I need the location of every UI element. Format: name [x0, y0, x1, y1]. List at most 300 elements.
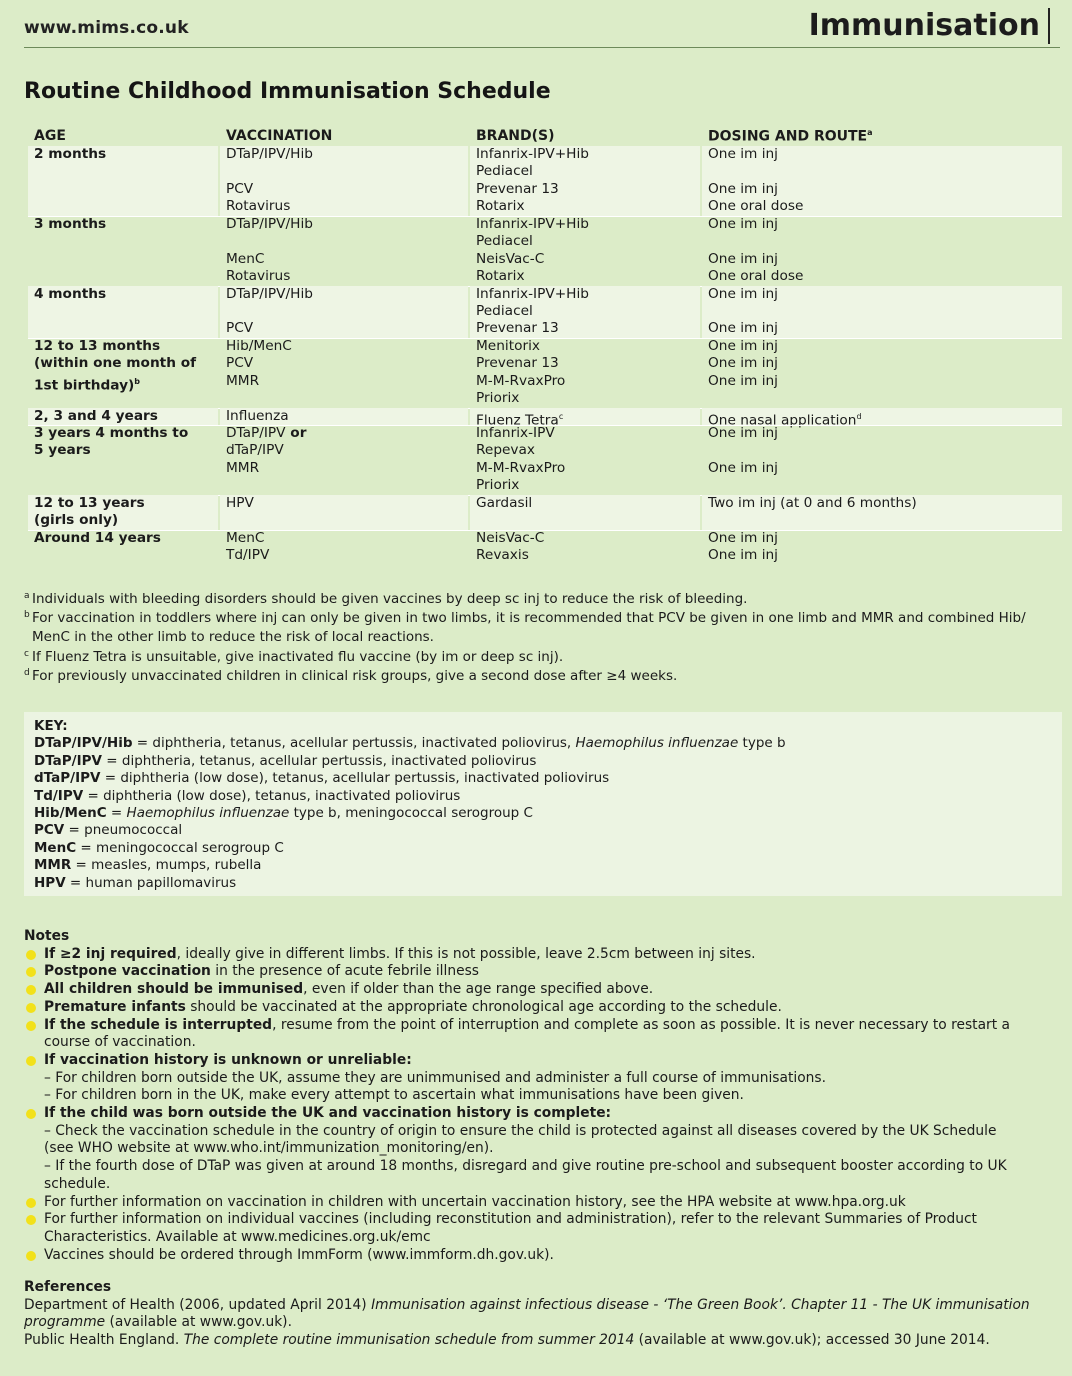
- cell-vaccination-text: DTaP/IPV: [226, 425, 286, 441]
- table-row: [28, 495, 1062, 512]
- cell-brand-text: Gardasil: [476, 494, 533, 511]
- key-def: = diphtheria, tetanus, acellular pertussis, inactivated poliovirus,: [132, 735, 576, 752]
- cell-vaccination: [226, 198, 290, 215]
- cell-age: [34, 408, 158, 425]
- cell-age: [34, 355, 196, 372]
- note-text: Vaccines should be ordered through ImmForm (www.immform.dh.gov.uk).: [44, 1246, 554, 1263]
- key-term: MMR: [34, 857, 72, 874]
- cell-brand-text: Infanrix-IPV+Hib: [476, 146, 589, 162]
- table-row: [28, 163, 1062, 180]
- table-row: [28, 320, 1062, 337]
- col-header-dosing-sup: a: [867, 128, 873, 137]
- note-text-cont: Characteristics. Available at www.medicines.org.uk/emc: [44, 1228, 431, 1245]
- note-text: For further information on vaccination in children with uncertain vaccination history, see the HPA website at www.hpa.org.uk: [44, 1193, 906, 1210]
- note-bold: All children should be immunised: [44, 981, 304, 998]
- cell-vaccination-text: HPV: [226, 494, 254, 511]
- reference-italic: The complete routine immunisation schedule from summer 2014: [183, 1332, 635, 1349]
- note-item: [24, 1247, 1064, 1265]
- note-item: [24, 999, 1064, 1017]
- cell-vaccination-text: PCV: [226, 320, 254, 337]
- cell-dosing-text: One im inj: [708, 180, 778, 197]
- cell-brand: [476, 233, 533, 250]
- cell-dosing: [708, 547, 778, 564]
- reference-text: Department of Health (2006, updated April 2014): [24, 1296, 372, 1313]
- table-row: [28, 303, 1062, 320]
- key-item: [34, 753, 786, 770]
- cell-brand-text: Menitorix: [476, 337, 540, 354]
- cell-dosing: [708, 320, 778, 337]
- cell-dosing: [708, 251, 778, 268]
- bullet-icon: [26, 1109, 36, 1119]
- table-row: [28, 460, 1062, 477]
- key-item: [34, 735, 786, 752]
- cell-brand-text: Repevax: [476, 442, 536, 459]
- note-bold: If ≥2 inj required: [44, 945, 177, 962]
- cell-background: [220, 390, 468, 407]
- cell-brand: [476, 442, 535, 459]
- cell-background: [28, 251, 218, 268]
- table-row: [28, 338, 1062, 355]
- notes-section: [24, 928, 1064, 1264]
- cell-age-extra: b: [134, 376, 141, 386]
- cell-dosing: [708, 460, 778, 477]
- reference-text: Public Health England.: [24, 1332, 184, 1349]
- cell-brand-text: Prevenar 13: [476, 320, 559, 337]
- cell-brand: [476, 460, 565, 477]
- footnote-d: [24, 667, 1064, 686]
- key-def-after: type b, meningococcal serogroup C: [289, 805, 533, 822]
- footnote-c: [24, 648, 1064, 667]
- notes-title: Notes: [24, 928, 70, 944]
- key-term: HPV: [34, 874, 66, 891]
- note-bold: Premature infants: [44, 998, 186, 1015]
- footnote-mark: b: [24, 610, 30, 621]
- key-def: = meningococcal serogroup C: [76, 839, 284, 856]
- cell-age: [34, 530, 161, 547]
- cell-vaccination-text: MMR: [226, 459, 260, 476]
- cell-background: [28, 233, 218, 250]
- cell-background: [220, 477, 468, 494]
- cell-brand-text: Pediacel: [476, 163, 533, 180]
- cell-brand-text: Prevenar 13: [476, 180, 559, 197]
- cell-vaccination-text: Hib/MenC: [226, 337, 292, 354]
- cell-brand: [476, 181, 559, 198]
- table-row: [28, 181, 1062, 198]
- table-row: [28, 390, 1062, 407]
- cell-dosing-text: Two im inj (at 0 and 6 months): [708, 494, 917, 511]
- reference-item: [24, 1297, 1054, 1332]
- cell-dosing: [708, 338, 778, 355]
- key-def: = measles, mumps, rubella: [71, 857, 262, 874]
- col-header-age: AGE: [34, 128, 66, 144]
- reference-text: (available at www.gov.uk).: [105, 1314, 292, 1331]
- bullet-icon: [26, 1056, 36, 1066]
- cell-brand-text: Infanrix-IPV: [476, 425, 555, 441]
- section-title: Immunisation: [809, 8, 1050, 44]
- col-header-dosing: [708, 128, 873, 146]
- cell-background: [702, 442, 1062, 459]
- note-subitem: – For children born outside the UK, assume they are unimmunised and administer a full course of immunisations.: [44, 1069, 826, 1086]
- cell-dosing-text: One oral dose: [708, 198, 804, 215]
- footnotes: [24, 590, 1064, 686]
- cell-background: [28, 477, 218, 494]
- footnote-a: [24, 590, 1064, 609]
- cell-vaccination-text: Rotavirus: [226, 268, 291, 285]
- col-header-brands: BRAND(S): [476, 128, 555, 144]
- cell-vaccination: [226, 146, 313, 163]
- bullet-icon: [26, 1215, 36, 1225]
- footnote-text: For vaccination in toddlers where inj can only be given in two limbs, it is recommended that PCV be given in one limb and MMR and combined Hib/: [32, 610, 1026, 627]
- cell-brand-text: Fluenz Tetra: [476, 412, 559, 429]
- bullet-icon: [26, 1251, 36, 1261]
- cell-age-text: 3 years 4 months to: [34, 425, 189, 441]
- cell-vaccination-text: Influenza: [226, 407, 289, 424]
- bullet-icon: [26, 1003, 36, 1013]
- cell-brand: [476, 355, 559, 372]
- bullet-icon: [26, 1198, 36, 1208]
- reference-text: (available at www.gov.uk); accessed 30 June 2014.: [634, 1332, 990, 1349]
- bullet-icon: [26, 985, 36, 995]
- cell-age: [34, 495, 145, 512]
- note-item: [24, 963, 1064, 981]
- cell-dosing-text: One im inj: [708, 215, 778, 232]
- cell-background: [220, 512, 468, 529]
- table-row: [28, 547, 1062, 564]
- cell-brand-text: Prevenar 13: [476, 355, 559, 372]
- footnote-b: [24, 609, 1064, 647]
- table-row: [28, 477, 1062, 494]
- footnote-mark: c: [24, 648, 29, 659]
- table-row: [28, 146, 1062, 163]
- key-item: [34, 822, 786, 839]
- cell-vaccination: [226, 355, 253, 372]
- cell-background: [28, 163, 218, 180]
- footnote-text-cont: MenC in the other limb to reduce the risk of local reactions.: [32, 629, 434, 646]
- table-row: [28, 372, 1062, 394]
- bullet-icon: [26, 967, 36, 977]
- cell-brand-text: NeisVac-C: [476, 250, 545, 267]
- cell-background: [28, 198, 218, 215]
- cell-vaccination: [226, 547, 269, 564]
- cell-dosing-text: One im inj: [708, 529, 778, 546]
- table-row: [28, 355, 1062, 372]
- key-def: = diphtheria (low dose), tetanus, acellular pertussis, inactivated poliovirus: [100, 770, 610, 787]
- cell-age-text: (girls only): [34, 512, 119, 529]
- note-text: , ideally give in different limbs. If this is not possible, leave 2.5cm between inj sites.: [176, 945, 756, 962]
- cell-background: [220, 163, 468, 180]
- cell-brand: [476, 216, 589, 233]
- cell-background: [702, 233, 1062, 250]
- cell-dosing-text: One im inj: [708, 146, 778, 162]
- cell-age: [34, 512, 118, 529]
- cell-brand: [476, 547, 529, 564]
- col-header-dosing-text: DOSING AND ROUTE: [708, 128, 868, 145]
- cell-dosing-text: One im inj: [708, 547, 778, 564]
- note-subitem: – For children born in the UK, make every attempt to ascertain what immunisations have been given.: [44, 1087, 744, 1104]
- note-item: [24, 1052, 1064, 1070]
- note-bold: If vaccination history is unknown or unreliable:: [44, 1051, 412, 1068]
- cell-dosing-text: One im inj: [708, 337, 778, 354]
- cell-age: [34, 425, 188, 442]
- key-item: [34, 875, 786, 892]
- cell-vaccination-extra: or: [285, 425, 307, 441]
- key-def-italic: Haemophilus influenzae: [575, 735, 739, 752]
- note-item: [24, 946, 1064, 964]
- cell-age-text: 12 to 13 years: [34, 494, 145, 511]
- cell-brand: [476, 320, 559, 337]
- cell-vaccination: [226, 460, 259, 477]
- cell-age: [34, 338, 160, 355]
- note-text: should be vaccinated at the appropriate chronological age according to the schedule.: [185, 998, 782, 1015]
- cell-background: [28, 390, 218, 407]
- bullet-icon: [26, 1021, 36, 1031]
- key-term: PCV: [34, 822, 65, 839]
- cell-vaccination-text: MMR: [226, 372, 260, 389]
- cell-brand-text: Rotarix: [476, 198, 525, 215]
- cell-background: [220, 303, 468, 320]
- header-divider: [24, 47, 1060, 48]
- cell-vaccination: [226, 442, 284, 459]
- key-item: [34, 840, 786, 857]
- cell-background: [28, 460, 218, 477]
- cell-age-text: Around 14 years: [34, 529, 161, 546]
- cell-age: [34, 286, 106, 303]
- cell-brand: [476, 425, 555, 442]
- cell-vaccination-text: MenC: [226, 529, 265, 546]
- cell-brand: [476, 530, 544, 547]
- cell-brand: [476, 163, 533, 180]
- cell-brand-text: NeisVac-C: [476, 529, 545, 546]
- cell-vaccination-text: Td/IPV: [226, 547, 270, 564]
- table-row: [28, 198, 1062, 215]
- cell-dosing: [708, 425, 778, 442]
- cell-background: [220, 495, 468, 512]
- table-row: [28, 286, 1062, 303]
- cell-vaccination-text: DTaP/IPV/Hib: [226, 146, 313, 162]
- cell-dosing: [708, 355, 778, 372]
- cell-vaccination-text: Rotavirus: [226, 198, 291, 215]
- cell-brand: [476, 495, 532, 512]
- key-def-italic: Haemophilus influenzae: [126, 805, 290, 822]
- note-subitem: – If the fourth dose of DTaP was given at around 18 months, disregard and give routine pre-school and subsequent booster according to UK schedule.: [44, 1158, 1007, 1192]
- page-title: Routine Childhood Immunisation Schedule: [24, 79, 551, 104]
- cell-background: [702, 163, 1062, 180]
- cell-background: [702, 390, 1062, 407]
- cell-dosing: [708, 268, 803, 285]
- cell-brand-text: Pediacel: [476, 233, 533, 250]
- key-def: = diphtheria (low dose), tetanus, inactivated poliovirus: [83, 787, 461, 804]
- cell-age-text: 1st birthday): [34, 377, 135, 394]
- note-bold: If the schedule is interrupted: [44, 1016, 273, 1033]
- cell-brand: [476, 251, 544, 268]
- note-text: For further information on individual vaccines (including reconstitution and administration), refer to the relevant Summaries of Product: [44, 1211, 977, 1228]
- key-term: DTaP/IPV/Hib: [34, 735, 133, 752]
- cell-background: [470, 512, 700, 529]
- cell-brand-text: Infanrix-IPV+Hib: [476, 285, 589, 302]
- cell-brand-text: M-M-RvaxPro: [476, 459, 566, 476]
- key-term: Hib/MenC: [34, 805, 107, 822]
- cell-vaccination: [226, 251, 264, 268]
- key-term: Td/IPV: [34, 787, 84, 804]
- note-bold: If the child was born outside the UK and vaccination history is complete:: [44, 1105, 612, 1122]
- table-row: [28, 425, 1062, 442]
- table-row: [28, 512, 1062, 529]
- schedule-rows: [28, 146, 1062, 565]
- cell-dosing-text: One oral dose: [708, 268, 804, 285]
- note-item: [24, 981, 1064, 999]
- reference-italic: programme: [24, 1314, 106, 1331]
- cell-dosing-text: One im inj: [708, 285, 778, 302]
- cell-age: [34, 216, 106, 233]
- cell-vaccination: [226, 216, 313, 233]
- cell-dosing: [708, 286, 778, 303]
- cell-background: [702, 303, 1062, 320]
- note-item: [24, 1017, 1064, 1052]
- cell-background: [702, 512, 1062, 529]
- cell-age-text: (within one month of: [34, 355, 197, 372]
- bullet-icon: [26, 950, 36, 960]
- cell-dosing-text: One im inj: [708, 425, 778, 441]
- cell-vaccination: [226, 408, 289, 425]
- key-def: = diphtheria, tetanus, acellular pertussis, inactivated poliovirus: [101, 752, 537, 769]
- cell-dosing: [708, 495, 917, 512]
- note-item: [24, 1194, 1064, 1212]
- cell-dosing-text: One im inj: [708, 320, 778, 337]
- key-def: = human papillomavirus: [65, 874, 237, 891]
- footnote-text: Individuals with bleeding disorders should be given vaccines by deep sc inj to reduce the risk of bleeding.: [32, 591, 748, 607]
- footnote-text: For previously unvaccinated children in clinical risk groups, give a second dose after ≥4 weeks.: [32, 667, 678, 684]
- cell-brand-text: Infanrix-IPV+Hib: [476, 215, 589, 232]
- cell-brand-text: Priorix: [476, 390, 520, 407]
- cell-background: [28, 320, 218, 337]
- key-box: [24, 712, 1062, 896]
- note-text: , resume from the point of interruption and complete as soon as possible. It is never necessary to restart a: [272, 1016, 1010, 1033]
- cell-vaccination-text: dTaP/IPV: [226, 442, 284, 459]
- table-row: [28, 442, 1062, 459]
- cell-age: [34, 146, 106, 163]
- cell-brand: [476, 198, 525, 215]
- note-text-cont: course of vaccination.: [44, 1034, 196, 1051]
- reference-italic: Immunisation against infectious disease - ‘The Green Book’. Chapter 11 - The UK immunisation: [371, 1296, 1030, 1313]
- cell-age-text: 12 to 13 months: [34, 337, 161, 354]
- footnote-mark: d: [24, 667, 30, 678]
- cell-vaccination: [226, 425, 306, 442]
- cell-vaccination-text: MenC: [226, 250, 265, 267]
- table-row: [28, 407, 1062, 429]
- key-item: [34, 805, 786, 822]
- cell-age-text: 2, 3 and 4 years: [34, 407, 158, 424]
- table-row: [28, 233, 1062, 250]
- cell-brand: [476, 286, 589, 303]
- references-title: References: [24, 1279, 112, 1295]
- note-bold: Postpone vaccination: [44, 963, 211, 980]
- cell-vaccination: [226, 181, 253, 198]
- cell-dosing-text: One im inj: [708, 250, 778, 267]
- key-item: [34, 857, 786, 874]
- cell-vaccination: [226, 268, 290, 285]
- reference-item: [24, 1332, 1054, 1350]
- key-title: KEY:: [34, 718, 68, 734]
- cell-age-text: 2 months: [34, 146, 107, 162]
- cell-brand-text: M-M-RvaxPro: [476, 372, 566, 389]
- cell-vaccination: [226, 320, 253, 337]
- cell-vaccination-text: DTaP/IPV/Hib: [226, 215, 313, 232]
- cell-dosing-extra: d: [856, 411, 862, 421]
- key-term: DTaP/IPV: [34, 752, 102, 769]
- cell-age-text: 4 months: [34, 285, 107, 302]
- cell-background: [28, 547, 218, 564]
- cell-dosing-text: One nasal application: [708, 412, 857, 429]
- cell-vaccination: [226, 373, 259, 390]
- cell-vaccination-text: DTaP/IPV/Hib: [226, 285, 313, 302]
- cell-background: [28, 303, 218, 320]
- cell-vaccination-text: PCV: [226, 355, 254, 372]
- cell-brand: [476, 373, 565, 390]
- cell-brand: [476, 268, 525, 285]
- cell-vaccination-text: PCV: [226, 180, 254, 197]
- cell-dosing: [708, 216, 778, 233]
- note-item: [24, 1211, 1064, 1246]
- key-item: [34, 770, 786, 787]
- cell-dosing: [708, 373, 778, 390]
- cell-dosing: [708, 198, 803, 215]
- cell-brand-text: Pediacel: [476, 302, 533, 319]
- site-url: www.mims.co.uk: [24, 18, 189, 38]
- table-row: [28, 268, 1062, 285]
- key-def: = pneumococcal: [64, 822, 183, 839]
- cell-dosing-text: One im inj: [708, 459, 778, 476]
- key-def: =: [106, 805, 127, 822]
- key-term: dTaP/IPV: [34, 770, 101, 787]
- cell-background: [220, 233, 468, 250]
- cell-brand: [476, 303, 533, 320]
- cell-dosing: [708, 146, 778, 163]
- cell-age-text: 3 months: [34, 215, 107, 232]
- cell-background: [220, 355, 468, 372]
- cell-dosing-text: One im inj: [708, 372, 778, 389]
- note-subitem: – Check the vaccination schedule in the country of origin to ensure the child is protected against all diseases covered by the UK Schedule: [44, 1122, 997, 1139]
- note-item: [24, 1105, 1064, 1123]
- note-text: , even if older than the age range specified above.: [303, 981, 654, 998]
- footnote-mark: a: [24, 591, 30, 601]
- table-row: [28, 530, 1062, 547]
- note-subitem: (see WHO website at www.who.int/immunization_monitoring/en).: [44, 1140, 494, 1157]
- cell-brand-text: Revaxis: [476, 547, 529, 564]
- cell-brand-extra: c: [558, 411, 564, 421]
- cell-age: [34, 442, 91, 459]
- cell-dosing: [708, 530, 778, 547]
- cell-background: [220, 320, 468, 337]
- cell-brand-text: Rotarix: [476, 268, 525, 285]
- note-text: in the presence of acute febrile illness: [210, 963, 479, 980]
- references-section: [24, 1279, 1054, 1350]
- footnote-text: If Fluenz Tetra is unsuitable, give inactivated flu vaccine (by im or deep sc inj).: [32, 648, 564, 665]
- cell-brand: [476, 338, 540, 355]
- key-item: [34, 788, 786, 805]
- key-def-after: type b: [738, 735, 786, 752]
- key-term: MenC: [34, 839, 77, 856]
- cell-brand-text: Priorix: [476, 477, 520, 494]
- cell-background: [28, 181, 218, 198]
- table-row: [28, 216, 1062, 233]
- cell-vaccination: [226, 530, 264, 547]
- cell-brand: [476, 390, 519, 407]
- cell-background: [220, 181, 468, 198]
- cell-brand: [476, 146, 589, 163]
- cell-dosing: [708, 181, 778, 198]
- cell-brand: [476, 477, 519, 494]
- cell-background: [28, 268, 218, 285]
